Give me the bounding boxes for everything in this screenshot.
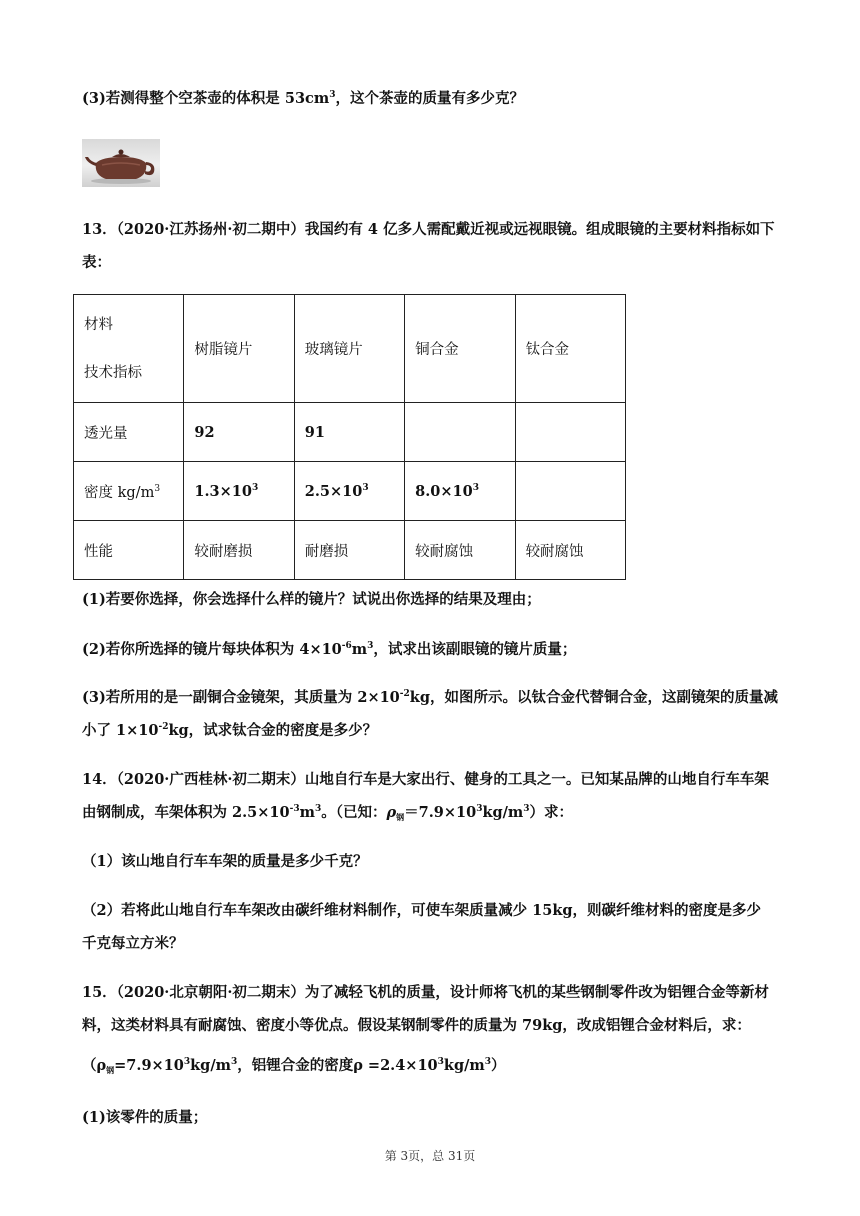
q14-part2-line2: 千克每立方米？ [82,935,184,952]
q14-part1: （1）该山地自行车车架的质量是多少千克？ [82,853,368,870]
table-cell: 91 [294,403,404,462]
q13-part2: (2)若你所选择的镜片每块体积为 $4\times 10^{-6}m^3$，试求出该副眼镜的镜片质量； [82,641,577,658]
table-cell [515,403,625,462]
table-cell: 92 [184,403,294,462]
q14-stem-line2: 由钢制成，车架体积为 $2.5\times 10^{-3}m^3$。（已知：$\rho_钢=7.9\times 10^3kg/m^3$）求： [82,804,574,822]
table-cell [405,403,515,462]
table-row [74,403,626,462]
row-label-density: 密度 $kg/m^3$ [74,462,184,521]
column-header-resin: 树脂镜片 [184,295,294,403]
table-cell: $2.5\times 10^3$ [294,462,404,521]
q15-stem-line2: 料，这类材料具有耐腐蚀、密度小等优点。假设某钢制零件的质量为 79kg，改成铝锂合金材料后，求： [82,1017,751,1034]
page-number: 第 3页，总 31页 [384,1149,476,1163]
table-corner-cell [74,295,184,403]
table-cell: $1.3\times 10^3$ [184,462,294,521]
table-header-row [74,295,626,403]
row-label-transmittance: 透光量 [74,403,184,462]
teapot-icon [82,139,160,187]
table-cell: 耐磨损 [294,521,404,580]
column-header-copper: 铜合金 [405,295,515,403]
q13-part1: (1)若要你选择，你会选择什么样的镜片？试说出你选择的结果及理由； [82,591,541,608]
materials-table [73,294,626,580]
table-row [74,521,626,580]
q14-stem-line1: 14．（2020·广西桂林·初二期末）山地自行车是大家出行、健身的工具之一。已知某品牌的山地自行车车架 [82,771,769,788]
header-indicator-label: 技术指标 [84,364,142,381]
column-header-glass: 玻璃镜片 [294,295,404,403]
q14-part2-line1: （2）若将此山地自行车车架改由碳纤维材料制作，可使车架质量减少 15kg，则碳纤维材料的密度是多少 [82,902,761,919]
q13-stem-line1: 13．（2020·江苏扬州·初二期中）我国约有 4 亿多人需配戴近视或远视眼镜。组成眼镜的主要材料指标如下 [82,221,775,238]
q12-part3: (3)若测得整个空茶壶的体积是 $53cm^3$，这个茶壶的质量有多少克？ [82,90,524,107]
q15-given-values: （$\rho_钢=7.9\times 10^3kg/m^3$，铝锂合金的密度$\rho =2.4\times 10^3kg/m^3$） [82,1057,506,1075]
teapot-image [82,139,160,187]
column-header-titanium: 钛合金 [515,295,625,403]
table-cell: 较耐腐蚀 [515,521,625,580]
table-row [74,462,626,521]
header-material-label: 材料 [84,316,113,333]
q15-part1: (1)该零件的质量； [82,1109,208,1126]
q15-stem-line1: 15．（2020·北京朝阳·初二期末）为了减轻飞机的质量，设计师将飞机的某些钢制零件改为铝锂合金等新材 [82,984,769,1001]
q13-part3-line2: 小了 $1\times 10^{-2}kg$，试求钛合金的密度是多少？ [82,722,378,739]
table-cell [515,462,625,521]
table-cell: $8.0\times 10^3$ [405,462,515,521]
table-cell: 较耐磨损 [184,521,294,580]
table-cell: 较耐腐蚀 [405,521,515,580]
row-label-performance: 性能 [74,521,184,580]
q13-part3-line1: (3)若所用的是一副铜合金镜架，其质量为 $2\times 10^{-2}kg$，如图所示。以钛合金代替铜合金，这副镜架的质量减 [82,689,778,706]
q13-stem-line2: 表： [82,254,111,271]
